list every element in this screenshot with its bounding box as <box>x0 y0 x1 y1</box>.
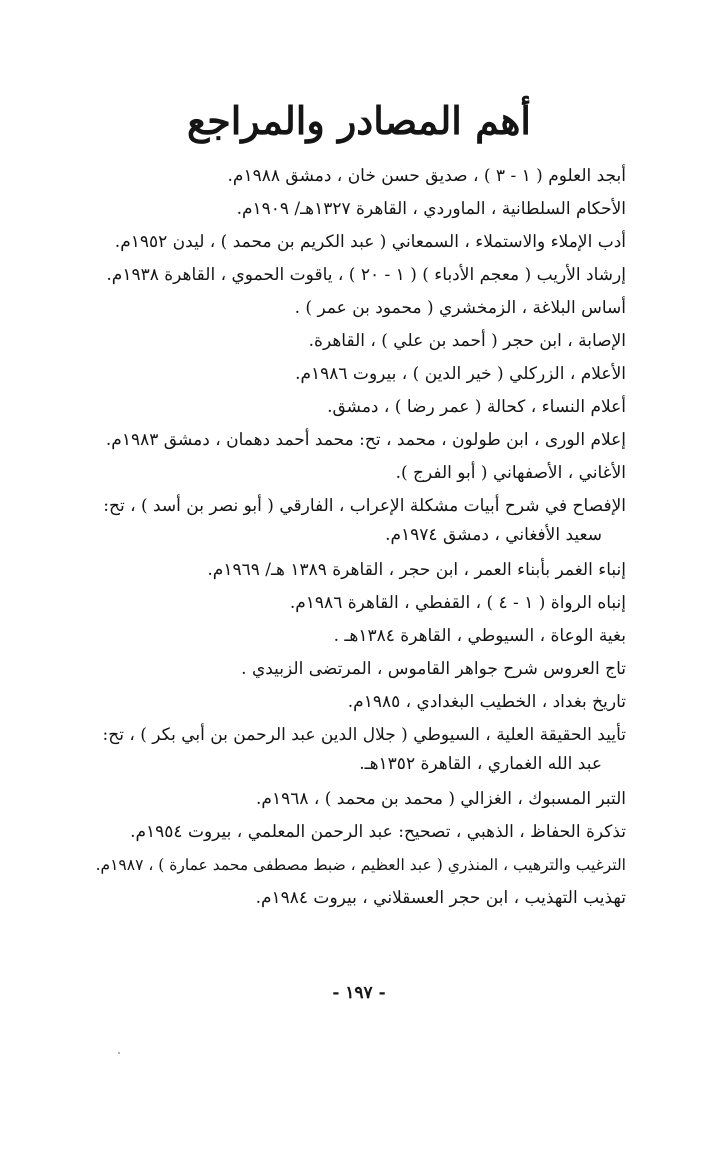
reference-item: الأحكام السلطانية ، الماوردي ، القاهرة ١٣٢٧هـ/ ١٩٠٩م. <box>236 199 626 219</box>
reference-item: الترغيب والترهيب ، المنذري ( عبد العظيم ، ضبط مصطفى محمد عمارة ) ، ١٩٨٧م. <box>95 856 626 874</box>
reference-item: أدب الإملاء والاستملاء ، السمعاني ( عبد الكريم بن محمد ) ، ليدن ١٩٥٢م. <box>114 232 626 252</box>
reference-item: إعلام الورى ، ابن طولون ، محمد ، تح: محمد أحمد دهمان ، دمشق ١٩٨٣م. <box>105 430 626 450</box>
reference-item: إنباء الغمر بأبناء العمر ، ابن حجر ، القاهرة ١٣٨٩ هـ/ ١٩٦٩م. <box>207 560 626 580</box>
reference-item: تأييد الحقيقة العلية ، السيوطي ( جلال الدين عبد الرحمن بن أبي بكر ) ، تح: عبد الله الغماري ، القاهرة ١٣٥٢هـ. <box>102 725 626 774</box>
reference-item: الإصابة ، ابن حجر ( أحمد بن علي ) ، القاهرة. <box>308 331 626 351</box>
reference-item: بغية الوعاة ، السيوطي ، القاهرة ١٣٨٤هـ . <box>333 626 626 646</box>
reference-item: أبجد العلوم ( ١ - ٣ ) ، صديق حسن خان ، دمشق ١٩٨٨م. <box>227 166 626 186</box>
page-title: أهم المصادر والمراجع <box>187 98 531 143</box>
reference-item: الإفصاح في شرح أبيات مشكلة الإعراب ، الفارقي ( أبو نصر بن أسد ) ، تح: سعيد الأفغاني ، دمشق ١٩٧٤م. <box>103 496 626 545</box>
reference-item: إنباه الرواة ( ١ - ٤ ) ، القفطي ، القاهرة ١٩٨٦م. <box>289 593 626 613</box>
reference-item: الأعلام ، الزركلي ( خير الدين ) ، بيروت ١٩٨٦م. <box>295 364 626 384</box>
reference-item: تذكرة الحفاظ ، الذهبي ، تصحيح: عبد الرحمن المعلمي ، بيروت ١٩٥٤م. <box>130 822 626 842</box>
reference-item: تهذيب التهذيب ، ابن حجر العسقلاني ، بيروت ١٩٨٤م. <box>255 888 626 908</box>
reference-item: أساس البلاغة ، الزمخشري ( محمود بن عمر ) . <box>294 298 626 318</box>
page-number: - ١٩٧ - <box>332 983 386 1003</box>
reference-item: إرشاد الأريب ( معجم الأدباء ) ( ١ - ٢٠ ) ، ياقوت الحموي ، القاهرة ١٩٣٨م. <box>106 265 626 285</box>
reference-item: تاريخ بغداد ، الخطيب البغدادي ، ١٩٨٥م. <box>347 692 626 712</box>
references-list <box>94 160 626 915</box>
scan-speck <box>118 1052 120 1054</box>
reference-item: تاج العروس شرح جواهر القاموس ، المرتضى الزبيدي . <box>241 659 626 679</box>
reference-item: التبر المسبوك ، الغزالي ( محمد بن محمد ) ، ١٩٦٨م. <box>256 789 626 809</box>
reference-item: أعلام النساء ، كحالة ( عمر رضا ) ، دمشق. <box>327 397 626 417</box>
reference-item: الأغاني ، الأصفهاني ( أبو الفرج ). <box>395 463 626 483</box>
